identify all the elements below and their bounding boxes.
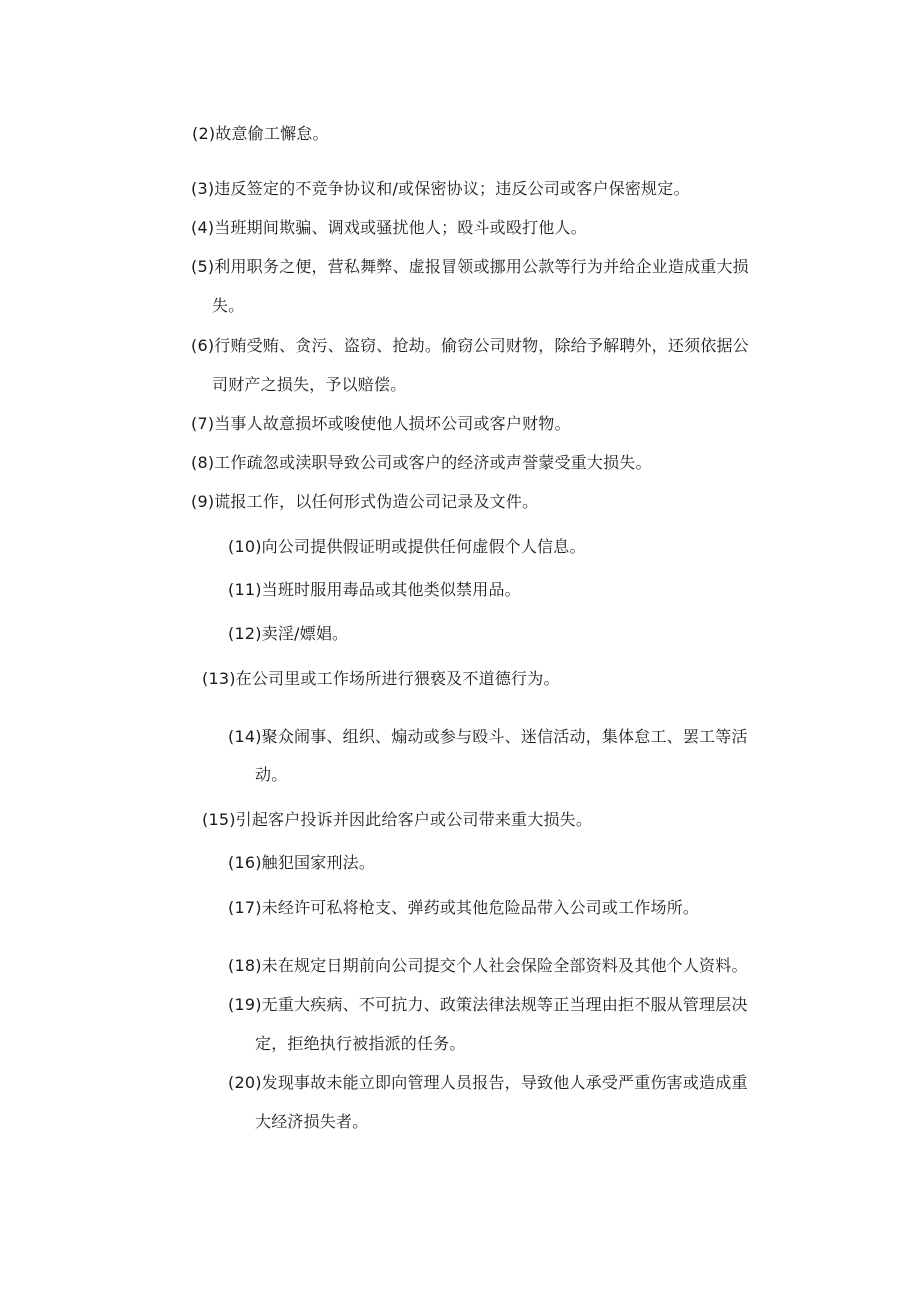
item-20-line-1: (20)发现事故未能立即向管理人员报告，导致他人承受严重伤害或造成重 xyxy=(228,1073,748,1092)
item-5-line-1: (5)利用职务之便，营私舞弊、虚报冒领或挪用公款等行为并给企业造成重大损 xyxy=(191,257,749,276)
item-11-line-1: (11)当班时服用毒品或其他类似禁用品。 xyxy=(228,580,521,599)
item-14-line-1: (14)聚众闹事、组织、煽动或参与殴斗、迷信活动，集体怠工、罢工等活 xyxy=(228,727,748,746)
item-5-line-2: 失。 xyxy=(212,296,245,315)
item-6-line-1: (6)行贿受贿、贪污、盗窃、抢劫。偷窃公司财物，除给予解聘外，还须依据公 xyxy=(191,336,749,355)
item-20-line-2: 大经济损失者。 xyxy=(255,1112,369,1131)
item-3-line-1: (3)违反签定的不竞争协议和/或保密协议；违反公司或客户保密规定。 xyxy=(191,179,690,198)
item-19-line-1: (19)无重大疾病、不可抗力、政策法律法规等正当理由拒不服从管理层决 xyxy=(228,995,748,1014)
item-17-line-1: (17)未经许可私将枪支、弹药或其他危险品带入公司或工作场所。 xyxy=(228,898,700,917)
item-18-line-1: (18)未在规定日期前向公司提交个人社会保险全部资料及其他个人资料。 xyxy=(228,956,748,975)
item-10-line-1: (10)向公司提供假证明或提供任何虚假个人信息。 xyxy=(228,537,586,556)
item-9-line-1: (9)谎报工作，以任何形式伪造公司记录及文件。 xyxy=(191,492,539,511)
item-15-line-1: (15)引起客户投诉并因此给客户或公司带来重大损失。 xyxy=(202,810,593,829)
item-2-line-1: (2)故意偷工懈怠。 xyxy=(192,124,329,143)
item-19-line-2: 定，拒绝执行被指派的任务。 xyxy=(255,1034,466,1053)
item-4-line-1: (4)当班期间欺骗、调戏或骚扰他人；殴斗或殴打他人。 xyxy=(191,218,587,237)
item-8-line-1: (8)工作疏忽或渎职导致公司或客户的经济或声誉蒙受重大损失。 xyxy=(191,453,652,472)
item-7-line-1: (7)当事人故意损坏或唆使他人损坏公司或客户财物。 xyxy=(191,414,571,433)
item-12-line-1: (12)卖淫/嫖娼。 xyxy=(228,624,349,643)
item-13-line-1: (13)在公司里或工作场所进行猥亵及不道德行为。 xyxy=(202,669,560,688)
item-14-line-2: 动。 xyxy=(255,765,288,784)
item-6-line-2: 司财产之损失，予以赔偿。 xyxy=(212,375,407,394)
item-16-line-1: (16)触犯国家刑法。 xyxy=(228,853,376,872)
